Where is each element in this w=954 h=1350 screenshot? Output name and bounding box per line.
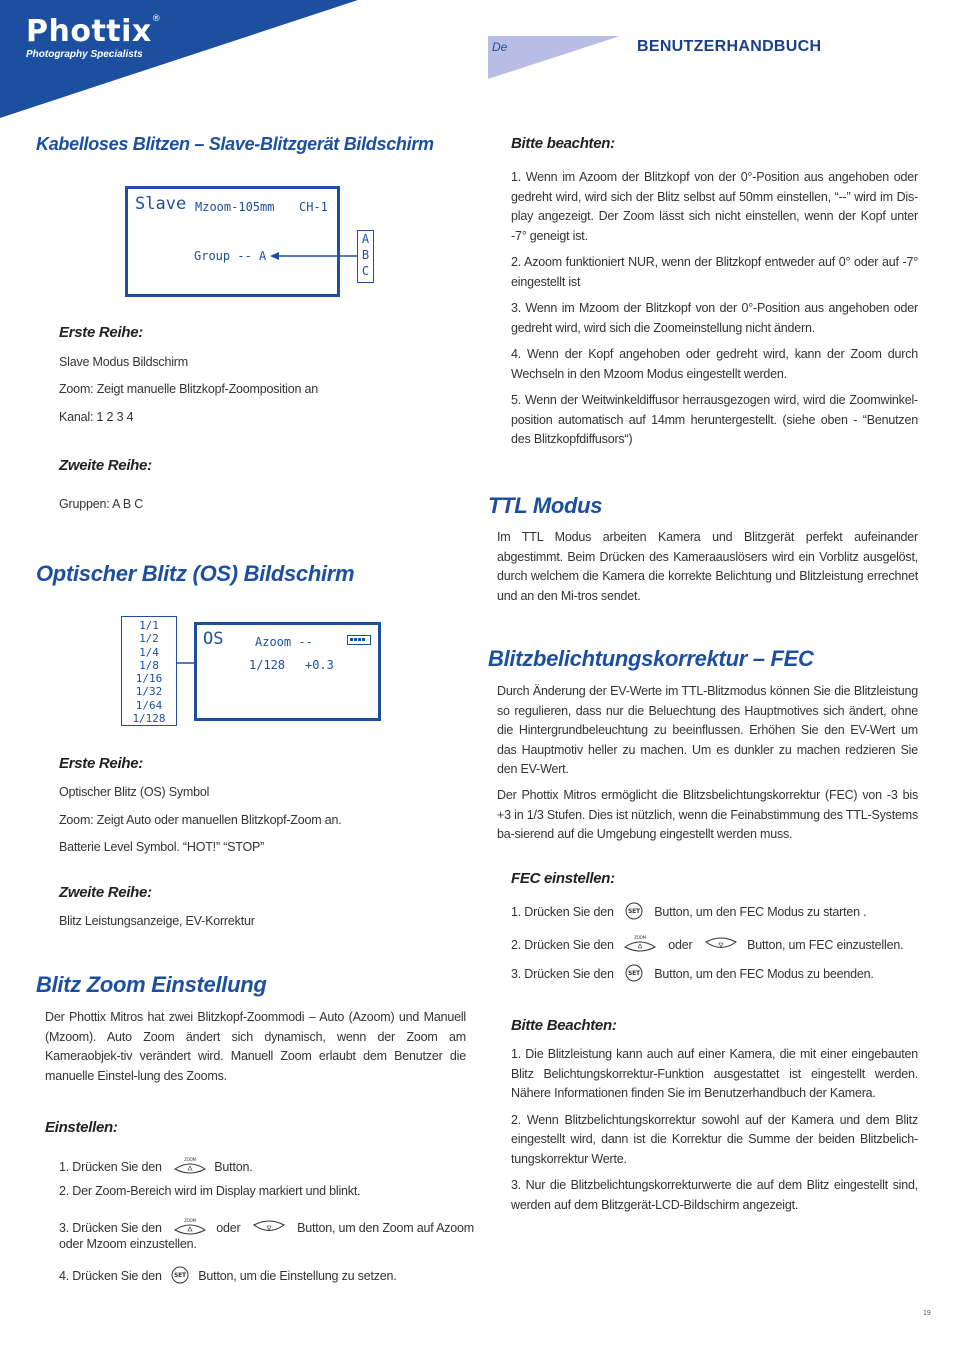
document-title: BENUTZERHANDBUCH [637,38,822,55]
os-row2-line: Blitz Leistungsanzeige, EV-Korrektur [59,914,255,928]
slave-row2-line: Gruppen: A B C [59,497,144,511]
step-text: oder [216,1220,241,1235]
lcd-channel-value: CH-1 [299,200,328,214]
set-button-label: SET [628,908,640,915]
zoom-button-label: ZOOM [184,1218,196,1223]
step-text: Button, um FEC einzustellen. [747,937,904,952]
zoom-step-3 [59,1218,474,1239]
step-text: Button, um die Einstellung zu setzen. [198,1268,397,1283]
lcd-power-value: 1/128 [249,658,286,672]
power-level-item: 1/64 [135,698,163,712]
fec-step-3 [511,964,874,985]
slave-lcd-screen [125,186,340,297]
lcd-ev-value: +0.3 [305,658,334,672]
slave-section-title: Kabelloses Blitzen – Slave-Blitzgerät Bildschirm [36,134,434,154]
os-section-title: Optischer Blitz (OS) Bildschirm [36,561,355,586]
zoom-button-icon [623,935,657,956]
group-selector-box [357,230,374,283]
down-button-icon [252,1218,286,1239]
note-item: 1. Wenn im Azoom der Blitzkopf von der 0°-Position aus angehoben oder gedreht wird, wird sich der Blitz selbst auf 50mm einstellen, “--” wird im Dis-play angezeigt. Der Zoom lässt sich nicht einstellen, wenn der Kopf unter -7° geneigt ist. [511,170,918,243]
zoom-button-label: ZOOM [184,1157,196,1162]
fec-step-1 [511,902,866,923]
slave-row1-line: Zoom: Zeigt manuelle Blitzkopf-Zoomposition an [59,382,318,396]
lcd-zoom-value: Mzoom-105mm [195,200,275,214]
zoom-step-1 [59,1157,253,1178]
note-item: 2. Azoom funktioniert NUR, wenn der Blitzkopf entweder auf 0° oder auf -7° eingestellt ist [511,255,918,289]
power-level-item: 1/16 [135,672,163,686]
set-button-label: SET [628,970,640,977]
ttl-text: Im TTL Modus arbeiten Kamera und Blitzgerät perfekt aufeinander abgestimmt. Beim Drücken des Kameraauslösers wird ein Vorblitz ausgelöst, durch welchem die Kamera die korrekte Belichtung und Blitzleistung errechnet und an den Mi-tros sendet. [497,530,918,603]
power-level-item: 1/128 [132,712,166,726]
brand-tagline: Photography Specialists [26,49,143,60]
os-row2-title: Zweite Reihe: [59,884,152,901]
language-code: De [492,40,508,54]
step-text: 4. Drücken Sie den [59,1268,162,1283]
step-text: Button, um den Zoom auf Azoom [297,1220,475,1235]
zoom-step-3-cont: oder Mzoom einzustellen. [59,1237,197,1251]
zoom-section-title: Blitz Zoom Einstellung [36,972,267,997]
fec-paragraph-1: Durch Änderung der EV-Werte im TTL-Blitzmodus können Sie die Blitzleistung so regulieren, dass nur die Beluechtung des Hauptmotives sich ändert, ohne die Hintergrundbeleuchtung zu beeinflussen. Erhöhen Sie den EV-Wert um das Hauptmotiv heller zu machen. Um es dunkler zu machen redzieren Sie den EV-Wert. [497,684,918,776]
note-item: 3. Wenn im Mzoom der Blitzkopf von der 0°-Position aus angehoben oder gedreht wird, wird sich die Zoomeinstellung nicht ändern. [511,301,918,335]
slave-row1-line: Kanal: 1 2 3 4 [59,410,134,424]
power-level-item: 1/8 [139,658,159,672]
fec-paragraph-2: Der Phottix Mitros ermöglicht die Blitzsbelichtungskorrektur (FEC) von -3 bis +3 in 1/3 Stufen. Dies ist nützlich, wenn die Feinabstimmung des TTL-Systems ba-sierend auf die Umgebung eingestellt werden muss. [497,788,918,841]
fec-section-title: Blitzbelichtungskorrektur – FEC [488,646,814,671]
set-button-icon [171,1266,189,1287]
group-a: A [361,232,370,246]
notes-title: Bitte beachten: [511,135,615,152]
step-text: 1. Drücken Sie den [59,1159,162,1174]
zoom-button-icon [173,1218,207,1239]
os-row1-line: Zoom: Zeigt Auto oder manuellen Blitzkopf-Zoom an. [59,813,342,827]
power-level-item: 1/1 [139,619,159,632]
power-level-item: 1/2 [139,632,159,646]
lcd-group-value: Group -- A [194,249,267,263]
slave-row2-title: Zweite Reihe: [59,457,152,474]
fec-notes-list [511,1045,918,1215]
brand-logo [26,14,161,49]
note-item: 4. Wenn der Kopf angehoben oder gedreht wird, kann der Zoom durch Wechseln in den Mzoom Modus eingestellt werden. [511,347,918,381]
set-button-icon [625,902,643,923]
brand-name: Phottix [26,14,152,49]
os-row1-line: Optischer Blitz (OS) Symbol [59,785,210,799]
notes-list [511,168,918,450]
step-text: 3. Drücken Sie den [59,1220,162,1235]
battery-icon [347,635,371,645]
os-lcd-screen [194,622,381,721]
fec-setup-title: FEC einstellen: [511,870,615,887]
group-b: B [361,248,370,262]
group-pointer-arrow [270,248,360,264]
zoom-button-icon [173,1157,207,1178]
ttl-section-title: TTL Modus [488,493,603,518]
down-button-icon [704,935,738,956]
zoom-intro-text: Der Phottix Mitros hat zwei Blitzkopf-Zoommodi – Auto (Azoom) und Manuell (Mzoom). Auto Zoom ändert sich dynamisch, wenn der Zoom am Kameraobjek-tiv verändert wird. Manuell Zoom erlaubt dem Benutzer die manuelle Einstel-lung des Zooms. [45,1010,466,1083]
language-tab [488,36,620,79]
fec-note-item: 1. Die Blitzleistung kann auch auf einer Kamera, die mit einer eingebauten Blitz Belichtungskorrektur-Funktion ausgestattet ist eingestellt werden. Nähere Informationen finden Sie im Benutzerhandbuch der Kamera. [511,1047,918,1100]
step-text: oder [668,937,693,952]
step-text: 3. Drücken Sie den [511,966,614,981]
os-row1-line: Batterie Level Symbol. “HOT!” “STOP” [59,840,265,854]
note-item: 5. Wenn der Weitwinkeldiffusor herrausgezogen wird, wird die Zoomwinkel-position automatisch auf 14mm heruntergestellt. (siehe oben - “Benutzen des Blitzkopfdiffusors“) [511,393,918,446]
step-text: Button. [214,1159,253,1174]
zoom-setup-title: Einstellen: [45,1119,118,1136]
lcd-mode-label: Slave [135,194,187,214]
step-text: Button, um den FEC Modus zu starten . [654,904,867,919]
power-level-item: 1/32 [135,685,163,699]
step-text: Button, um den FEC Modus zu beenden. [654,966,874,981]
os-row1-title: Erste Reihe: [59,755,143,772]
step-text: 1. Drücken Sie den [511,904,614,919]
lcd-zoom-value: Azoom -- [255,635,313,649]
slave-row1-line: Slave Modus Bildschirm [59,355,188,369]
group-c: C [361,264,370,278]
lcd-mode-label: OS [203,629,224,649]
set-button-icon [625,964,643,985]
fec-notes-title: Bitte Beachten: [511,1017,617,1034]
zoom-step-4 [59,1266,397,1287]
fec-note-item: 3. Nur die Blitzbelichtungskorrekturwerte die auf dem Blitz eingestellt sind, werden auf dem Blitzgerät-LCD-Bildschirm angezeigt. [511,1178,918,1212]
set-button-label: SET [174,1272,186,1279]
power-level-item: 1/4 [139,645,159,659]
fec-note-item: 2. Wenn Blitzbelichtungskorrektur sowohl auf der Kamera und dem Blitz eingestellt wird, dann ist die Korrektur die Summe der beiden Blitzbelich-tungskorrektur Werte. [511,1112,918,1166]
brand-registered-mark: ® [151,14,162,24]
zoom-step-2: 2. Der Zoom-Bereich wird im Display markiert und blinkt. [59,1184,361,1198]
step-text: 2. Drücken Sie den [511,937,614,952]
zoom-button-label: ZOOM [634,935,646,940]
page-number: 19 [923,1310,931,1317]
fec-step-2 [511,935,903,956]
power-level-list [121,616,177,726]
slave-row1-title: Erste Reihe: [59,324,143,341]
